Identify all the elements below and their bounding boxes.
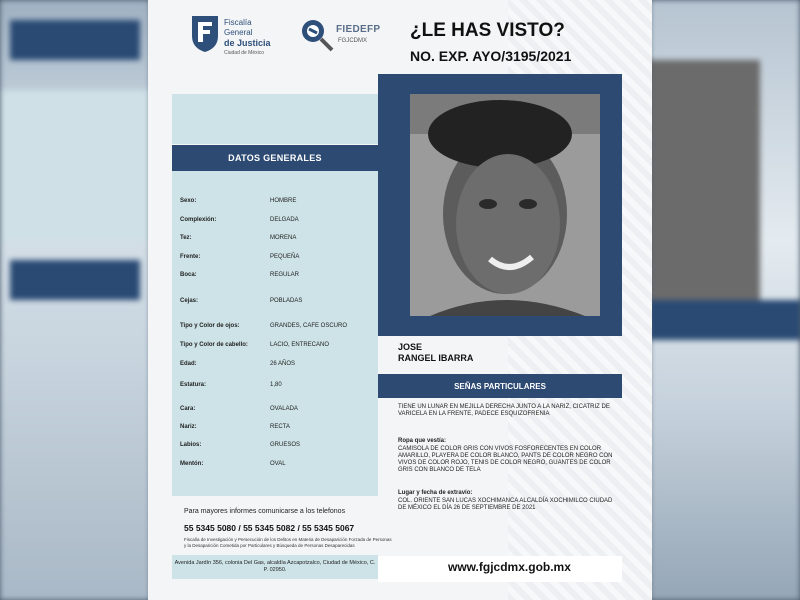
address-bar: [172, 555, 378, 579]
lugar-text: COL. ORIENTE SAN LUCAS XOCHIMANCA ALCALDÍA XOCHIMILCO CIUDAD DE MÉXICO EL DÍA 26 DE SEPTIEMBRE DE 2021: [398, 498, 613, 511]
datos-row-label: Tipo y Color de cabello:: [180, 342, 248, 348]
datos-row-label: Complexión:: [180, 217, 217, 223]
datos-row-label: Edad:: [180, 361, 197, 367]
fgj-logo-text: [224, 18, 271, 58]
datos-row-value: 1,80: [270, 382, 282, 388]
datos-row-label: Cejas:: [180, 298, 199, 304]
datos-row-value: LACIO, ENTRECANO: [270, 342, 330, 348]
senas-particulares-heading: SEÑAS PARTICULARES: [378, 374, 622, 398]
person-portrait-image: [410, 94, 600, 316]
blurred-bar: [10, 20, 140, 60]
person-photo: [410, 94, 600, 316]
blurred-panel: [0, 90, 150, 240]
ropa-label: Ropa que vestía:: [398, 438, 447, 444]
datos-row-value: REGULAR: [270, 272, 300, 278]
datos-generales-heading: DATOS GENERALES: [172, 145, 378, 171]
lugar-label: Lugar y fecha de extravío:: [398, 490, 473, 496]
blurred-background-right: [650, 0, 800, 600]
fgj-line1: Fiscalía: [224, 18, 252, 27]
datos-row-value: GRUESOS: [270, 442, 301, 448]
poster-title: ¿LE HAS VISTO?: [410, 20, 565, 41]
datos-row-label: Mentón:: [180, 461, 204, 467]
datos-row-label: Tipo y Color de ojos:: [180, 323, 240, 329]
person-name-line2: RANGEL IBARRA: [398, 353, 474, 363]
datos-row-value: OVALADA: [270, 406, 298, 412]
datos-row-label: Nariz:: [180, 424, 197, 430]
address-text: Avenida Jardín 356, colonia Del Gas, alcaldía Azcapotzalco, Ciudad de México, C. P. 02950.: [174, 560, 376, 573]
fgj-shield-icon: [190, 14, 220, 54]
datos-row-label: Estatura:: [180, 382, 207, 388]
datos-row-label: Cara:: [180, 406, 196, 412]
contact-block: [184, 508, 392, 549]
datos-row-label: Frente:: [180, 254, 201, 260]
fiedefp-sub: FGJCDMX: [338, 38, 367, 44]
contact-phones: 55 5345 5080 / 55 5345 5082 / 55 5345 5067: [184, 523, 355, 533]
datos-row-value: PEQUEÑA: [270, 254, 300, 260]
datos-row-value: GRANDES, CAFE OSCURO: [270, 323, 348, 329]
datos-row-value: DELGADA: [270, 217, 299, 223]
expediente-number: NO. EXP. AYO/3195/2021: [410, 48, 572, 64]
contact-intro: Para mayores informes comunicarse a los telefonos: [184, 508, 346, 515]
ropa-text: CAMISOLA DE COLOR GRIS CON VIVOS FOSFORECENTES EN COLOR AMARILLO, PLAYERA DE COLOR BLANCO, PANTS DE COLOR NEGRO CON VIVOS DE COLOR ROJO, TENIS DE COLOR NEGRO, GUANTES DE COLOR GRIS CON BLANCO DE TELA: [398, 446, 613, 473]
fgj-logo: [190, 14, 310, 62]
datos-row-label: Boca:: [180, 272, 197, 278]
datos-row-value: OVAL: [270, 461, 286, 467]
fiedefp-logo: [298, 14, 408, 62]
senas-text: TIENE UN LUNAR EN MEJILLA DERECHA JUNTO A LA NARIZ, CICATRIZ DE VARICELA EN LA FRENTE, PADECE ESQUIZOFRENIA: [398, 404, 610, 417]
datos-row-label: Labios:: [180, 442, 202, 448]
datos-row-label: Sexo:: [180, 198, 197, 204]
missing-person-poster: [148, 0, 652, 600]
datos-generales-panel: [172, 171, 378, 496]
datos-row-label: Tez:: [180, 235, 192, 241]
datos-row-value: MORENA: [270, 235, 297, 241]
datos-row-value: POBLADAS: [270, 298, 303, 304]
blurred-background-left: [0, 0, 150, 600]
blurred-bar: [10, 260, 140, 300]
fgj-line4: Ciudad de México: [224, 50, 265, 56]
datos-row-value: 26 AÑOS: [270, 361, 296, 367]
magnifier-icon: [298, 16, 336, 54]
fgj-line2: General: [224, 28, 253, 37]
fiscalia-name: Fiscalía de Investigación y Persecución de los Delitos en Materia de Desaparición Forzada de Personas y la Desaparición Cometida por Particulares y Búsqueda de Personas Desaparecidas: [184, 537, 392, 548]
person-name-line1: JOSE: [398, 342, 423, 352]
datos-row-value: RECTA: [270, 424, 290, 430]
datos-row-value: HOMBRE: [270, 198, 297, 204]
blurred-photo: [650, 60, 760, 340]
website-link[interactable]: www.fgjcdmx.gob.mx: [448, 560, 571, 574]
fgj-line3: de Justicia: [224, 38, 271, 48]
fiedefp-name: FIEDEFP: [336, 24, 381, 35]
top-teal-panel: [172, 94, 378, 144]
person-name: [398, 342, 473, 364]
blurred-bar: [650, 300, 800, 340]
